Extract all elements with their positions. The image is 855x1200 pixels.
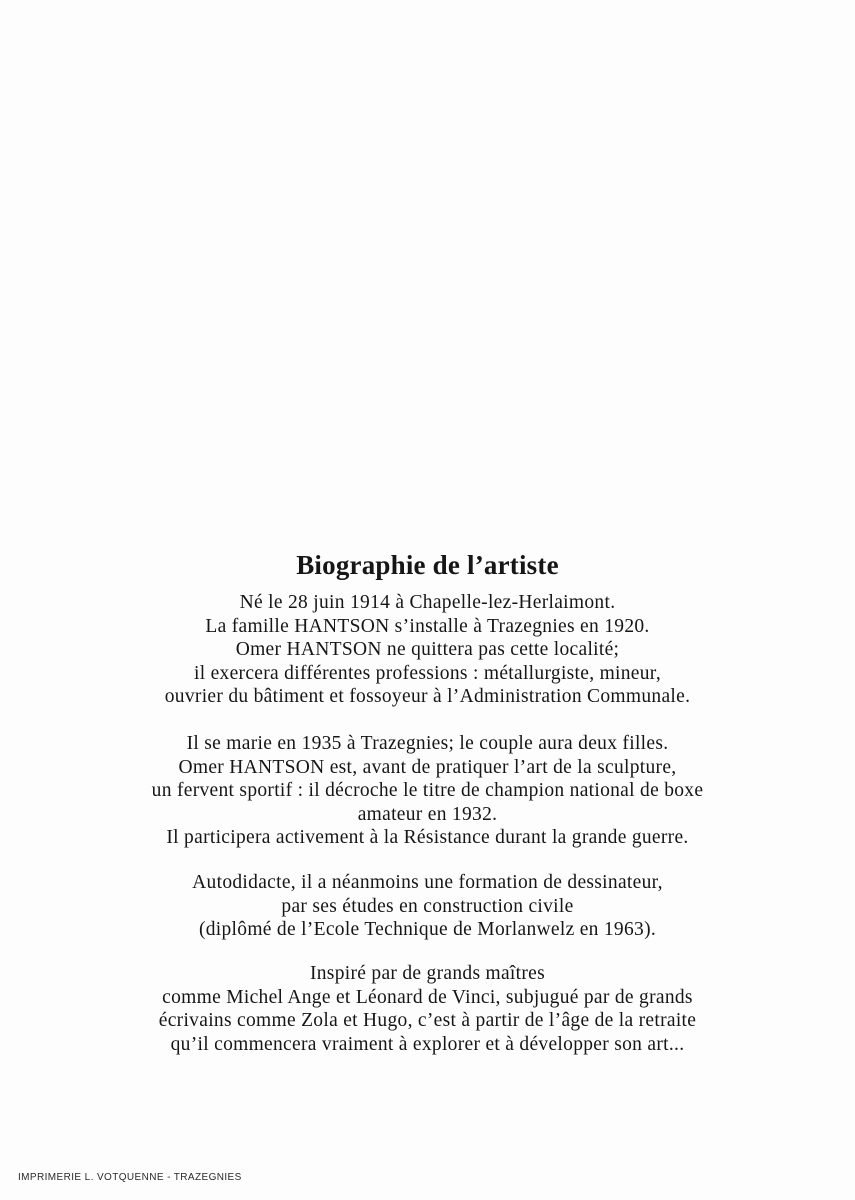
text-line: par ses études en construction civile [281,895,574,917]
text-line: qu’il commencera vraiment à explorer et à développer son art... [170,1033,685,1055]
text-line: Autodidacte, il a néanmoins une formation de dessinateur, [192,872,663,893]
text-line: (diplômé de l’Ecole Technique de Morlanwelz en 1963). [198,919,657,940]
text-line: amateur en 1932. [357,803,498,825]
text-line: Il participera activement à la Résistance durant la grande guerre. [166,827,689,848]
page-title: Biographie de l’artiste [296,550,559,580]
text-line: Omer HANTSON ne quittera pas cette localité; [235,639,620,660]
text-line: écrivains comme Zola et Hugo, c’est à partir de l’âge de la retraite [158,1010,697,1031]
text-line: Inspiré par de grands maîtres [309,963,546,984]
text-line: il exercera différentes professions : métallurgiste, mineur, [193,662,661,684]
printer-imprint: IMPRIMERIE L. VOTQUENNE - TRAZEGNIES [18,1172,242,1183]
text-line: Il se marie en 1935 à Trazegnies; le couple aura deux filles. [186,733,669,754]
text-line: Omer HANTSON est, avant de pratiquer l’art de la sculpture, [178,756,677,778]
text-line: comme Michel Ange et Léonard de Vinci, subjugué par de grands [162,986,693,1008]
biography-paragraph-birth [0,591,855,709]
biography-paragraph-training [0,871,855,942]
text-line: Né le 28 juin 1914 à Chapelle-lez-Herlaimont. [239,592,616,613]
text-line: ouvrier du bâtiment et fossoyeur à l’Administration Communale. [164,686,691,707]
text-line: La famille HANTSON s’installe à Trazegnies en 1920. [205,615,650,637]
biography-paragraph-family [0,732,855,850]
biography-paragraph-inspiration [0,962,855,1056]
text-line: un fervent sportif : il décroche le titre de champion national de boxe [151,780,704,801]
